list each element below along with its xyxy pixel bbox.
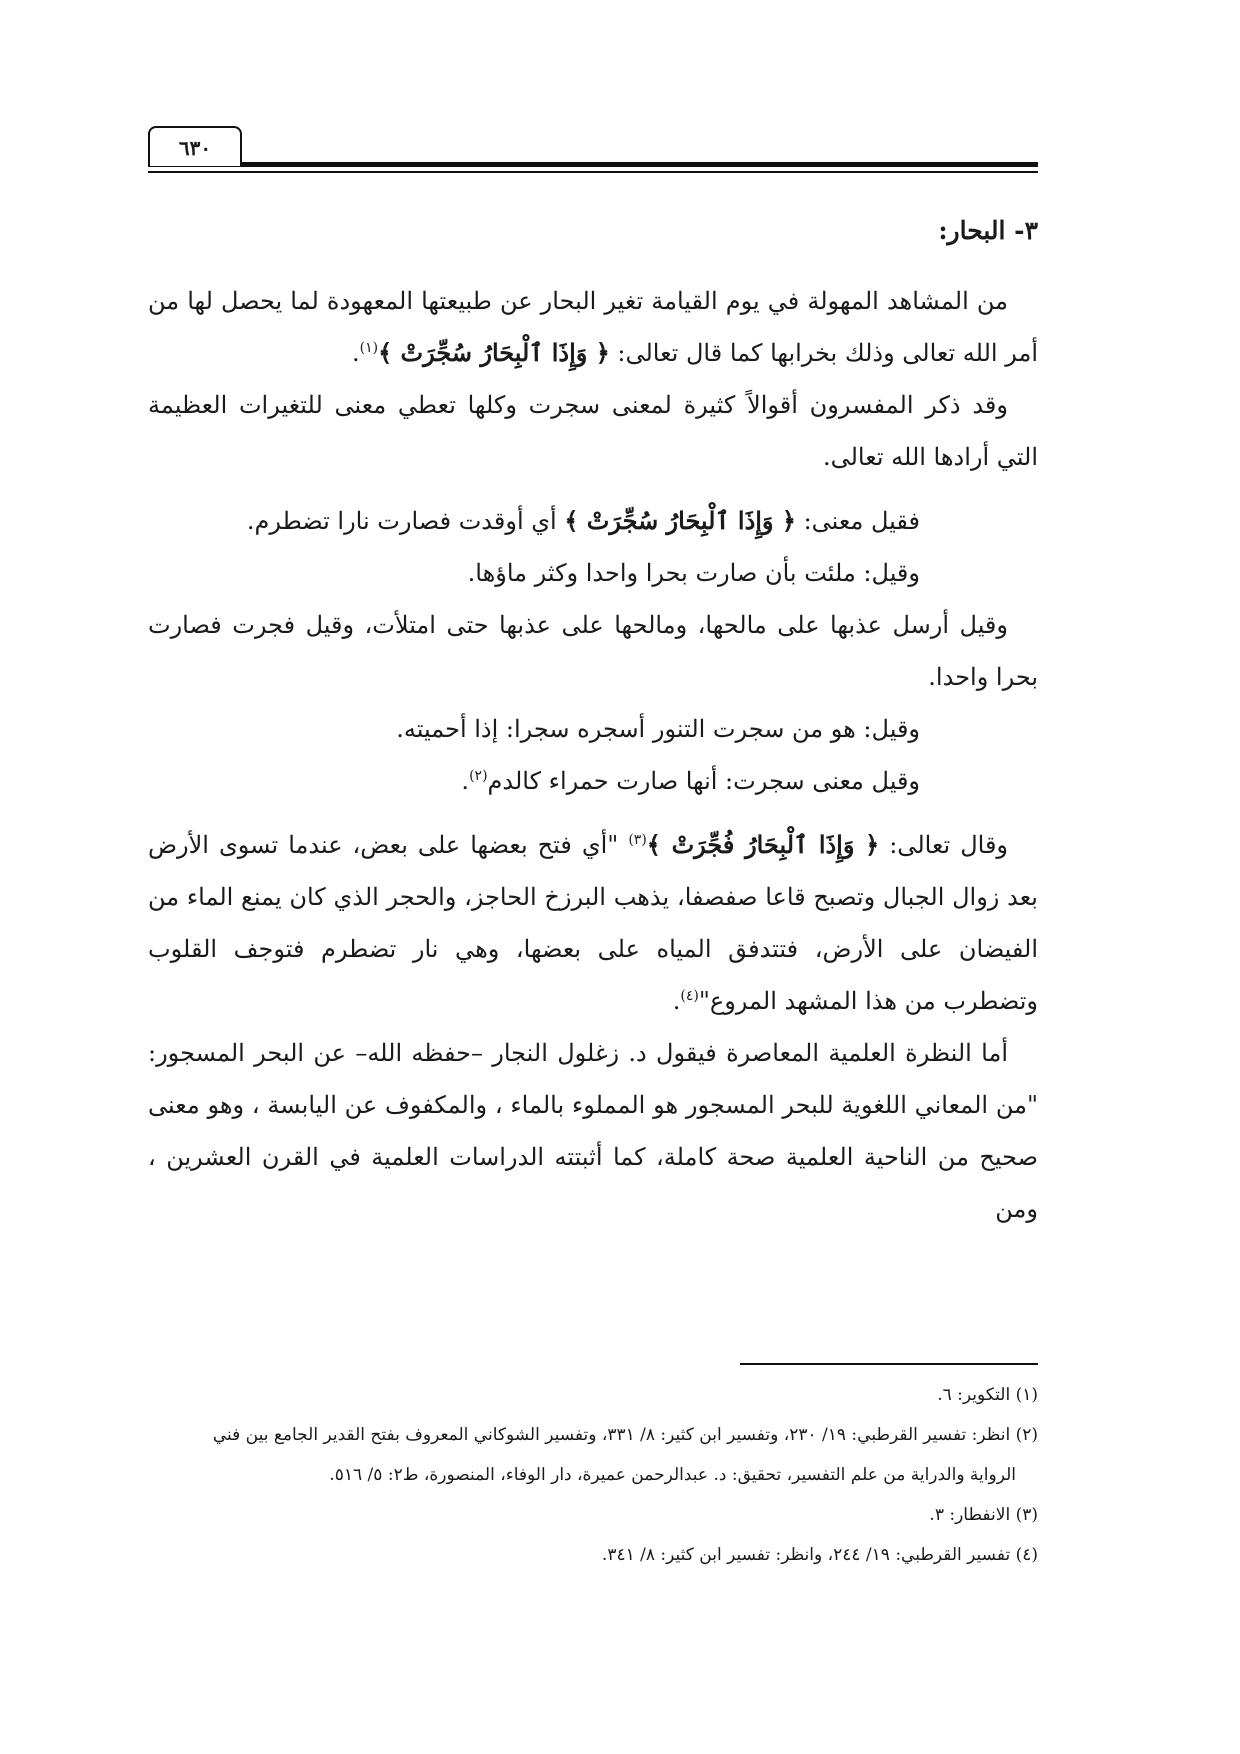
footnote-2: (٢) انظر: تفسير القرطبي: ١٩/ ٢٣٠، وتفسير ابن كثير: ٨/ ٣٣١، وتفسير الشوكاني المعروف بفتح القدير الجامع بين فني xyxy=(212,1425,1038,1445)
paragraph-8 xyxy=(148,819,1038,1027)
paragraph-3-text: أي أوقدت فصارت نارا تضطرم. xyxy=(246,507,565,535)
page-number: ٦٣٠ xyxy=(148,126,242,166)
quran-verse-3: ﴿ وَإِذَا ٱلْبِحَارُ فُجِّرَتْ ﴾ xyxy=(646,830,880,859)
paragraph-1-end: . xyxy=(352,339,360,367)
paragraph-2: وقد ذكر المفسرون أقوالاً كثيرة لمعنى سجرت وكلها تعطي معنى للتغيرات العظيمة التي أرادها الله تعالى. xyxy=(148,391,1038,471)
footnotes xyxy=(148,1375,1038,1575)
paragraph-8-end: . xyxy=(672,987,681,1015)
paragraph-3-lead: فقيل معنى: xyxy=(795,507,920,535)
header-rule-thick xyxy=(148,162,1038,167)
page-header xyxy=(148,126,1038,186)
paragraph-9: أما النظرة العلمية المعاصرة فيقول د. زغلول النجار –حفظه الله– عن البحر المسجور: "من المعاني اللغوية للبحر المسجور هو المملوء بالماء ، والمكفوف عن اليابسة ، وهو معنى صحيح من الناحية العلمية صحة كاملة، كما أثبتته الدراسات العلمية في القرن العشرين ، ومن xyxy=(148,1039,1038,1223)
paragraph-7-text: وقيل معنى سجرت: أنها صارت حمراء كالدم xyxy=(487,767,920,795)
paragraph-7 xyxy=(148,755,1038,807)
quran-verse-1: ﴿ وَإِذَا ٱلْبِحَارُ سُجِّرَتْ ﴾ xyxy=(378,338,610,367)
paragraph-8-text: "أي فتح بعضها على بعض، عندما تسوى الأرض بعد زوال الجبال وتصبح قاعا صفصفا، يذهب البرزخ الحاجز، والحجر الذي كان يمنع الماء من الفيضان على الأرض، فتتدفق المياه على بعضها، وهي نار تضطرم فتوجف القلوب وتضطرب من هذا المشهد المروع" xyxy=(148,831,1038,1015)
paragraph-1-text: من المشاهد المهولة في يوم القيامة تغير البحار عن طبيعتها المعهودة لما يحصل لها من أمر الله تعالى وذلك بخرابها كما قال تعالى: xyxy=(148,287,1038,367)
page-body xyxy=(148,205,1038,1235)
footnote-ref-1: (١) xyxy=(359,340,379,356)
paragraph-3 xyxy=(148,495,1038,547)
header-rule-thin xyxy=(148,171,1038,173)
paragraph-7-end: . xyxy=(461,767,470,795)
paragraph-8-lead: وقال تعالى: xyxy=(879,831,1009,859)
quran-verse-2: ﴿ وَإِذَا ٱلْبِحَارُ سُجِّرَتْ ﴾ xyxy=(564,506,796,535)
footnote-3: (٣) الانفطار: ٣. xyxy=(929,1505,1038,1525)
footnote-ref-4: (٤) xyxy=(680,988,699,1004)
paragraph-1 xyxy=(148,275,1038,379)
footnote-separator xyxy=(740,1363,1038,1365)
section-heading: ٣- البحار: xyxy=(938,216,1038,245)
paragraph-5: وقيل أرسل عذبها على مالحها، ومالحها على عذبها حتى امتلأت، وقيل فجرت فصارت بحرا واحدا. xyxy=(148,611,1038,691)
paragraph-6: وقيل: هو من سجرت التنور أسجره سجرا: إذا أحميته. xyxy=(396,715,920,743)
paragraph-4: وقيل: ملئت بأن صارت بحرا واحدا وكثر ماؤها. xyxy=(467,559,920,587)
footnote-ref-3: (٣) xyxy=(628,832,647,848)
footnote-4: (٤) تفسير القرطبي: ١٩/ ٢٤٤، وانظر: تفسير ابن كثير: ٨/ ٣٤١. xyxy=(601,1545,1038,1565)
footnote-1: (١) التكوير: ٦. xyxy=(937,1385,1038,1405)
footnote-2-continuation: الرواية والدراية من علم التفسير، تحقيق: د. عبدالرحمن عميرة، دار الوفاء، المنصورة، ط٢: ٥/ ٥١٦. xyxy=(329,1465,1016,1485)
footnote-ref-2: (٢) xyxy=(469,768,488,784)
